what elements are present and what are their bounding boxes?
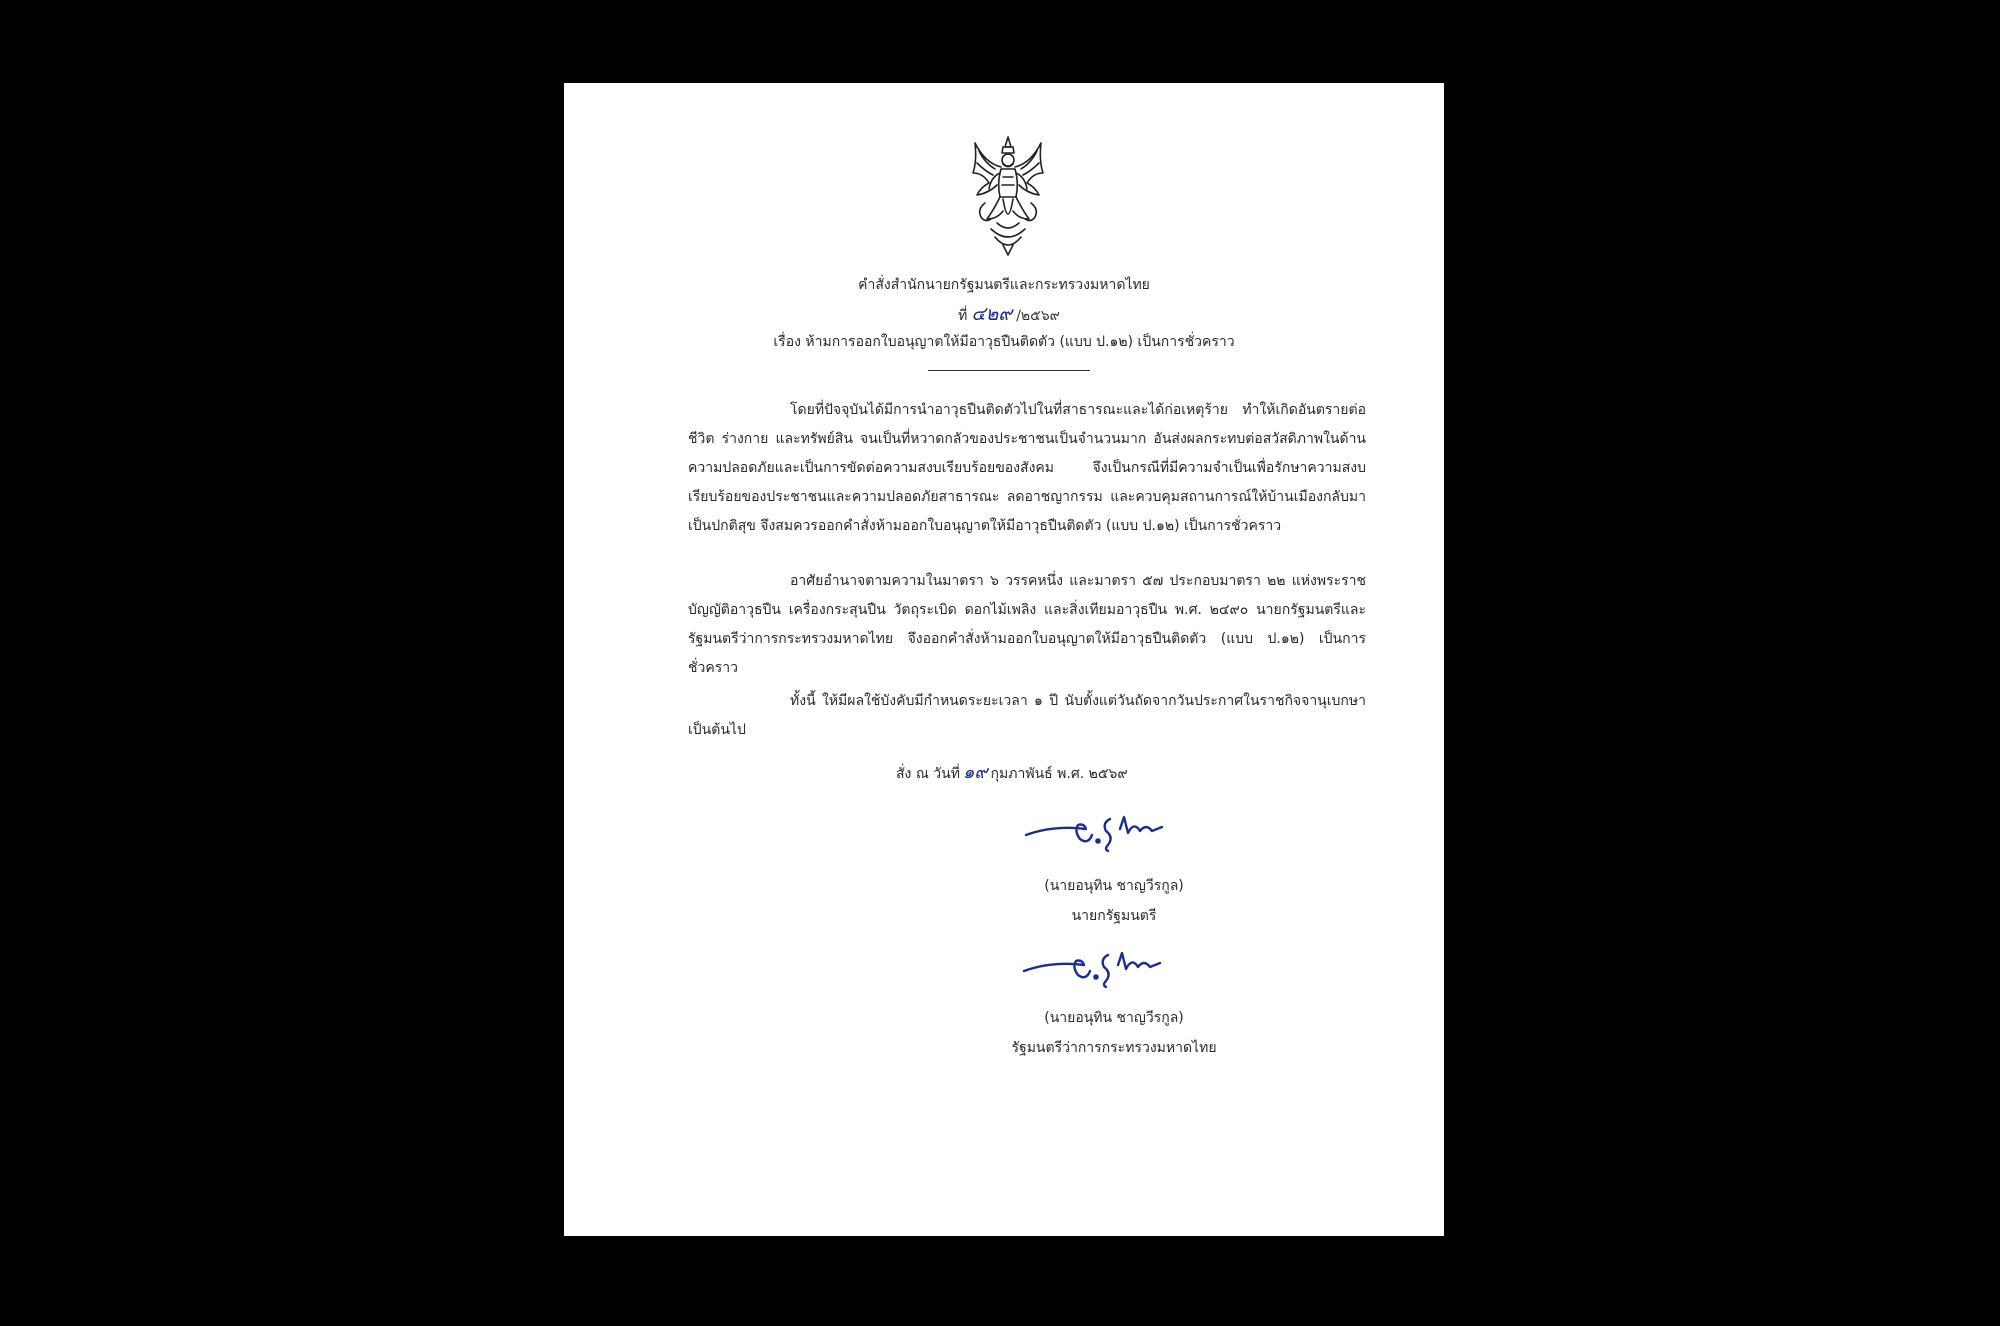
document-subject: เรื่อง ห้ามการออกใบอนุญาตให้มีอาวุธปืนติดตัว (แบบ ป.๑๒) เป็นการชั่วคราว [773, 334, 1235, 350]
document-page [564, 83, 1444, 1236]
paragraph-text: อาศัยอำนาจตามความในมาตรา ๖ วรรคหนึ่ง และมาตรา ๕๗ ประกอบมาตรา ๒๒ แห่งพระราชบัญญัติอาวุธปืน เครื่องกระสุนปืน วัตถุระเบิด ดอกไม้เพลิง และสิ่งเทียมอาวุธปืน พ.ศ. ๒๔๙๐ นายกรัฐมนตรีและรัฐมนตรีว่าการกระทรวงมหาดไทย จึงออกคำสั่งห้ามออกใบอนุญาตให้มีอาวุธปืนติดตัว (แบบ ป.๑๒) เป็นการชั่วคราว [688, 573, 1366, 676]
signature-prime-minister [1024, 809, 1164, 859]
order-number-handwritten: ๔๒๙ [971, 303, 1013, 325]
document-issuer: คำสั่งสำนักนายกรัฐมนตรีและกระทรวงมหาดไทย [858, 277, 1150, 293]
signer-title: รัฐมนตรีว่าการกระทรวงมหาดไทย [1011, 1040, 1217, 1056]
order-number [564, 304, 1444, 326]
issue-date-month-year: กุมภาพันธ์ พ.ศ. ๒๕๖๙ [990, 766, 1128, 782]
signer-name: (นายอนุทิน ชาญวีรกูล) [1044, 878, 1184, 894]
paragraph-text: โดยที่ปัจจุบันได้มีการนำอาวุธปืนติดตัวไปในที่สาธารณะและได้ก่อเหตุร้าย ทำให้เกิดอันตรายต่อชีวิต ร่างกาย และทรัพย์สิน จนเป็นที่หวาดกลัวของประชาชนเป็นจำนวนมาก อันส่งผลกระทบต่อสวัสดิภาพในด้านความปลอดภัยและเป็นการขัดต่อความสงบเรียบร้อยของสังคม จึงเป็นกรณีที่มีความจำเป็นเพื่อรักษาความสงบเรียบร้อยของประชาชนและความปลอดภัยสาธารณะ ลดอาชญากรรม และควบคุมสถานการณ์ให้บ้านเมืองกลับมาเป็นปกติสุข จึงสมควรออกคำสั่งห้ามออกใบอนุญาตให้มีอาวุธปืนติดตัว (แบบ ป.๑๒) เป็นการชั่วคราว [688, 402, 1366, 534]
paragraph-text: ทั้งนี้ ให้มีผลใช้บังคับมีกำหนดระยะเวลา ๑ ปี นับตั้งแต่วันถัดจากวันประกาศในราชกิจจานุเบกษาเป็นต้นไป [688, 693, 1366, 738]
issue-date [896, 761, 1128, 786]
issue-date-day-handwritten: ๑๙ [962, 762, 988, 783]
order-number-year: /๒๕๖๙ [1016, 308, 1060, 324]
signer-name: (นายอนุทิน ชาญวีรกูล) [1044, 1010, 1184, 1026]
paragraph-legal-authority [688, 567, 1366, 683]
paragraph-rationale [688, 396, 1366, 541]
paragraph-effective-period [688, 687, 1366, 745]
garuda-emblem-icon [967, 133, 1049, 258]
signature-interior-minister [1022, 943, 1162, 993]
heading-divider [928, 370, 1090, 371]
order-number-prefix: ที่ [958, 308, 968, 324]
issue-date-prefix: สั่ง ณ วันที่ [896, 766, 960, 782]
signer-title: นายกรัฐมนตรี [1071, 908, 1157, 924]
